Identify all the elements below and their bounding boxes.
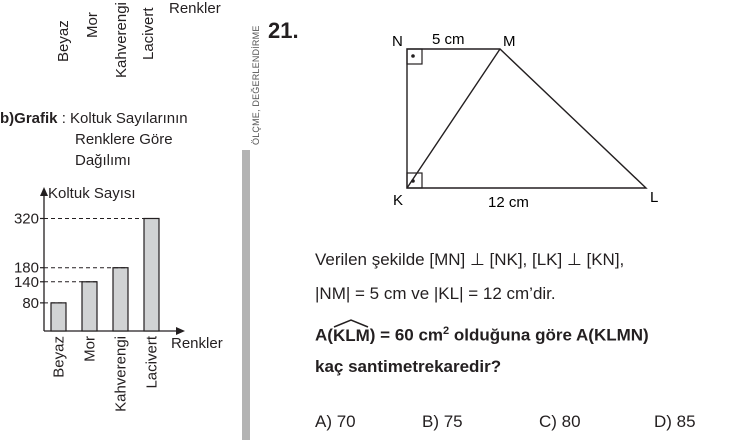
x-axis-arrow [176, 327, 185, 335]
choice-a[interactable]: A) 70 [315, 412, 356, 431]
category-label: Beyaz [50, 336, 68, 378]
y-tick-label: 320 [13, 210, 39, 228]
vertex-k: K [393, 192, 404, 209]
diagonal-km [407, 49, 500, 188]
question-number: 21. [268, 18, 299, 43]
vertex-l: L [650, 189, 659, 206]
choice-b[interactable]: B) 75 [422, 412, 463, 431]
y-axis-arrow [40, 187, 48, 196]
question-text-line-1: Verilen şekilde [MN] ⊥ [NK], [LK] ⊥ [KN], [315, 250, 625, 269]
question-prompt-line-2: kaç santimetrekaredir? [315, 357, 502, 376]
category-label: Kahverengi [112, 336, 130, 412]
graph-title-line-3: Dağılımı [75, 152, 131, 169]
choice-d[interactable]: D) 85 [654, 412, 696, 431]
question-prompt-line-1: A( KLM) = 60 $cm^2$ olduğuna göre A(KLMN) [315, 325, 649, 346]
bar-beyaz [51, 303, 66, 331]
vertex-n: N [392, 33, 403, 50]
y-tick-label: 140 [13, 273, 39, 291]
x-axis-label: Renkler [171, 335, 223, 352]
geometry-figure [380, 25, 680, 220]
graph-title-line-2: Renklere Göre [75, 131, 173, 148]
top-x-axis-label: Renkler [169, 0, 221, 17]
graph-heading [0, 108, 188, 171]
top-category-label: Beyaz [55, 20, 72, 62]
top-category-label: Mor [84, 12, 101, 38]
y-axis-label: Koltuk Sayısı [48, 185, 136, 202]
y-tick-label: 80 [22, 294, 39, 312]
bar-kahverengi [113, 268, 128, 331]
choice-c[interactable]: C) 80 [539, 412, 581, 431]
graph-label: Grafik [14, 110, 58, 127]
graph-title-line-1: Koltuk Sayılarının [70, 110, 188, 127]
angle-hat: KLM [333, 326, 370, 346]
trapezoid-klmn [407, 49, 646, 188]
length-nm: 5 cm [432, 31, 465, 48]
top-category-label: Lacivert [140, 7, 157, 60]
top-category-label: Kahverengi [113, 2, 130, 78]
item-marker: b) [0, 110, 15, 127]
vertex-m: M [503, 33, 516, 50]
question-text-line-2: |NM| = 5 cm ve |KL| = 12 cm’dir. [315, 284, 556, 303]
bar-chart [0, 170, 245, 440]
category-label: Lacivert [143, 336, 161, 389]
y-tick-label: 180 [13, 259, 39, 277]
label-separator: : [57, 110, 71, 127]
bar-lacivert [144, 218, 159, 331]
category-label: Mor [81, 336, 99, 362]
side-section-label: ÖLÇME, DEĞERLENDİRME [251, 25, 261, 145]
bar-mor [82, 282, 97, 331]
length-kl: 12 cm [488, 194, 529, 211]
